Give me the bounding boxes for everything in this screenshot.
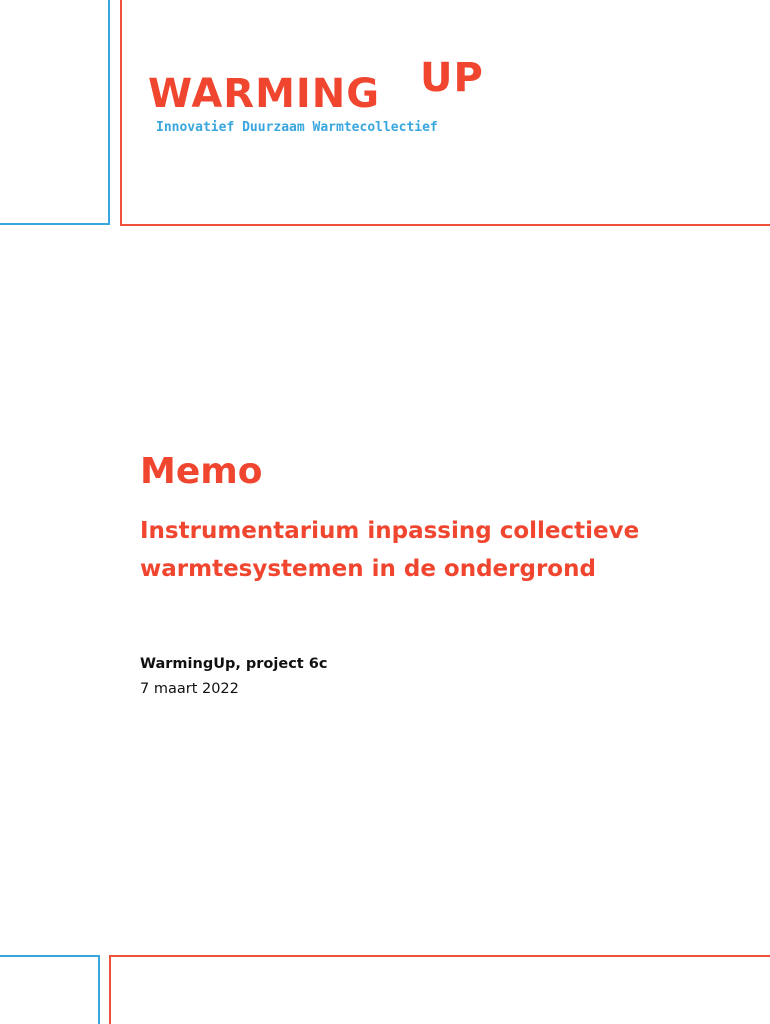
frame-line-bottom-left-blue-horizontal [0, 955, 100, 957]
frame-line-bottom-red-horizontal [109, 955, 770, 957]
frame-line-top-left-blue-vertical [108, 0, 110, 225]
document-type-title: Memo [140, 451, 263, 492]
logo-superscript: UP [420, 55, 484, 101]
frame-line-top-red-horizontal [120, 224, 770, 226]
frame-line-bottom-red-vertical [109, 955, 111, 1024]
document-title: Instrumentarium inpassing collectieve warmtesystemen in de ondergrond [140, 518, 640, 582]
frame-line-bottom-left-blue-vertical [98, 955, 100, 1024]
project-label: WarmingUp, project 6c [140, 656, 328, 672]
logo-wordmark: WARMING [148, 71, 381, 117]
logo-tagline: Innovatief Duurzaam Warmtecollectief [156, 120, 438, 135]
warmingup-logo [148, 55, 508, 142]
document-date: 7 maart 2022 [140, 681, 239, 697]
frame-line-top-red-vertical [120, 0, 122, 226]
frame-line-top-left-blue-horizontal [0, 223, 110, 225]
